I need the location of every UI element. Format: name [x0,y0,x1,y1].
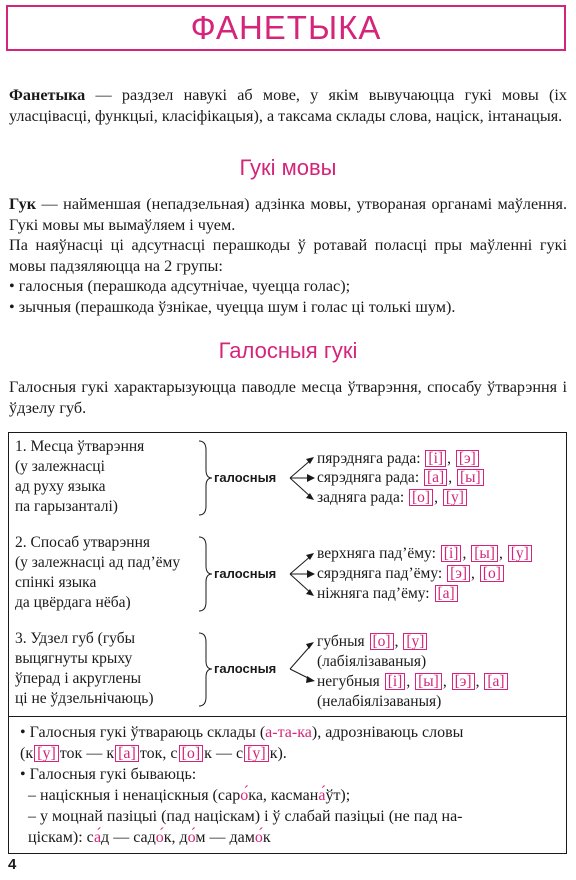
label-vowels-2: галосныя [214,566,277,581]
note-minimal-pairs: (к [у] ток — к [а] ток, с [о] к — с [у] к). [20,745,287,762]
note-syllables: • Галосныя гукі ўтвараюць склады (а-та-ка), адрозніваюць словы [20,724,464,741]
bracket-3 [199,633,212,706]
unrounded-term: (нелабіялізаваныя) [317,693,442,710]
page-title: ФАНЕТЫКА [190,9,382,46]
rounded: губныя [о] , [у] [317,632,428,652]
unrounded: негубныя [і] , [ы] , [э] , [а] [317,672,509,692]
criterion-lips: 3. Удзел губ (губы выцягнуты крыху ўперад і акруглены ці не ўдзельнічаюць) [15,630,154,707]
label-vowels-1: галосныя [214,470,277,485]
mid-rise: сярэдняга пад’ёму: [э] , [о] [317,564,505,584]
front-row: пярэдняга рада: [і] , [э] [317,449,480,469]
section-heading-sounds: Гукі мовы [239,155,337,180]
note-positions-cont: ціскам): са́д — садо́к, до́м — дамо́к [28,829,271,846]
intro-term: Фанетыка [9,86,86,104]
note-types: • Галосныя гукі бываюць: [20,766,197,783]
criterion-manner: 2. Спосаб утварэння (у залежнасці ад пад’ёму спінкі языка да цвёрдага нёба) [15,534,181,611]
bullet-vowels: • галосныя (перашкода адсутнічае, чуецца голас); [9,277,351,295]
high-rise: верхняга пад’ёму: [і] , [ы] , [у] [317,544,533,564]
vowels-intro: Галосныя гукі характарызуюцца паводле месца ўтварэння, спосабу ўтварэння і ўдзелу губ. [9,378,567,417]
low-rise: ніжняга пад’ёму: [а] [317,584,459,604]
criterion-place: 1. Месца ўтварэння (у залежнасці ад руху языка па гарызанталі) [15,438,145,515]
central-row: сярэдняга рада: [а] , [ы] [317,468,485,488]
groups-intro: Па наяўнасці ці адсутнасці перашкоды ў ротавай поласці пры маўленні гукі мовы падзяляюцца на 2 групы: [9,236,567,275]
back-row: задняга рада: [о] , [у] [317,488,468,508]
bracket-2 [199,537,212,611]
def-text: — найменшая (непадзельная) адзінка мовы, утвораная органамі маўлення. Гукі мовы мы вымаўляем і чуем. [9,195,567,234]
bracket-1 [199,441,212,515]
note-positions: – у моцнай пазіцыі (пад націскам) і ў слабай пазіцыі (не пад на- [28,808,463,825]
scheme-notes [20,722,560,848]
section-heading-vowels: Галосныя гукі [218,338,358,363]
label-vowels-3: галосныя [214,661,277,676]
rounded-term: (лабіялізаваныя) [317,653,427,670]
intro-text: — раздзел навукі аб мове, у якім вывучаюцца гукі мовы (іх уласцівасці, функцыі, класіфікацыя), а таксама склады слова, націск, інтанацыя. [9,86,567,125]
note-stressed: – націскныя і ненаціскныя (саро́ка, касмана́ўт); [28,787,351,804]
bullet-consonants: • зычныя (перашкода ўзнікае, чуецца шум і голас ці толькі шум). [9,298,456,316]
def-term: Гук [9,195,37,213]
page-number: 4 [8,856,17,873]
